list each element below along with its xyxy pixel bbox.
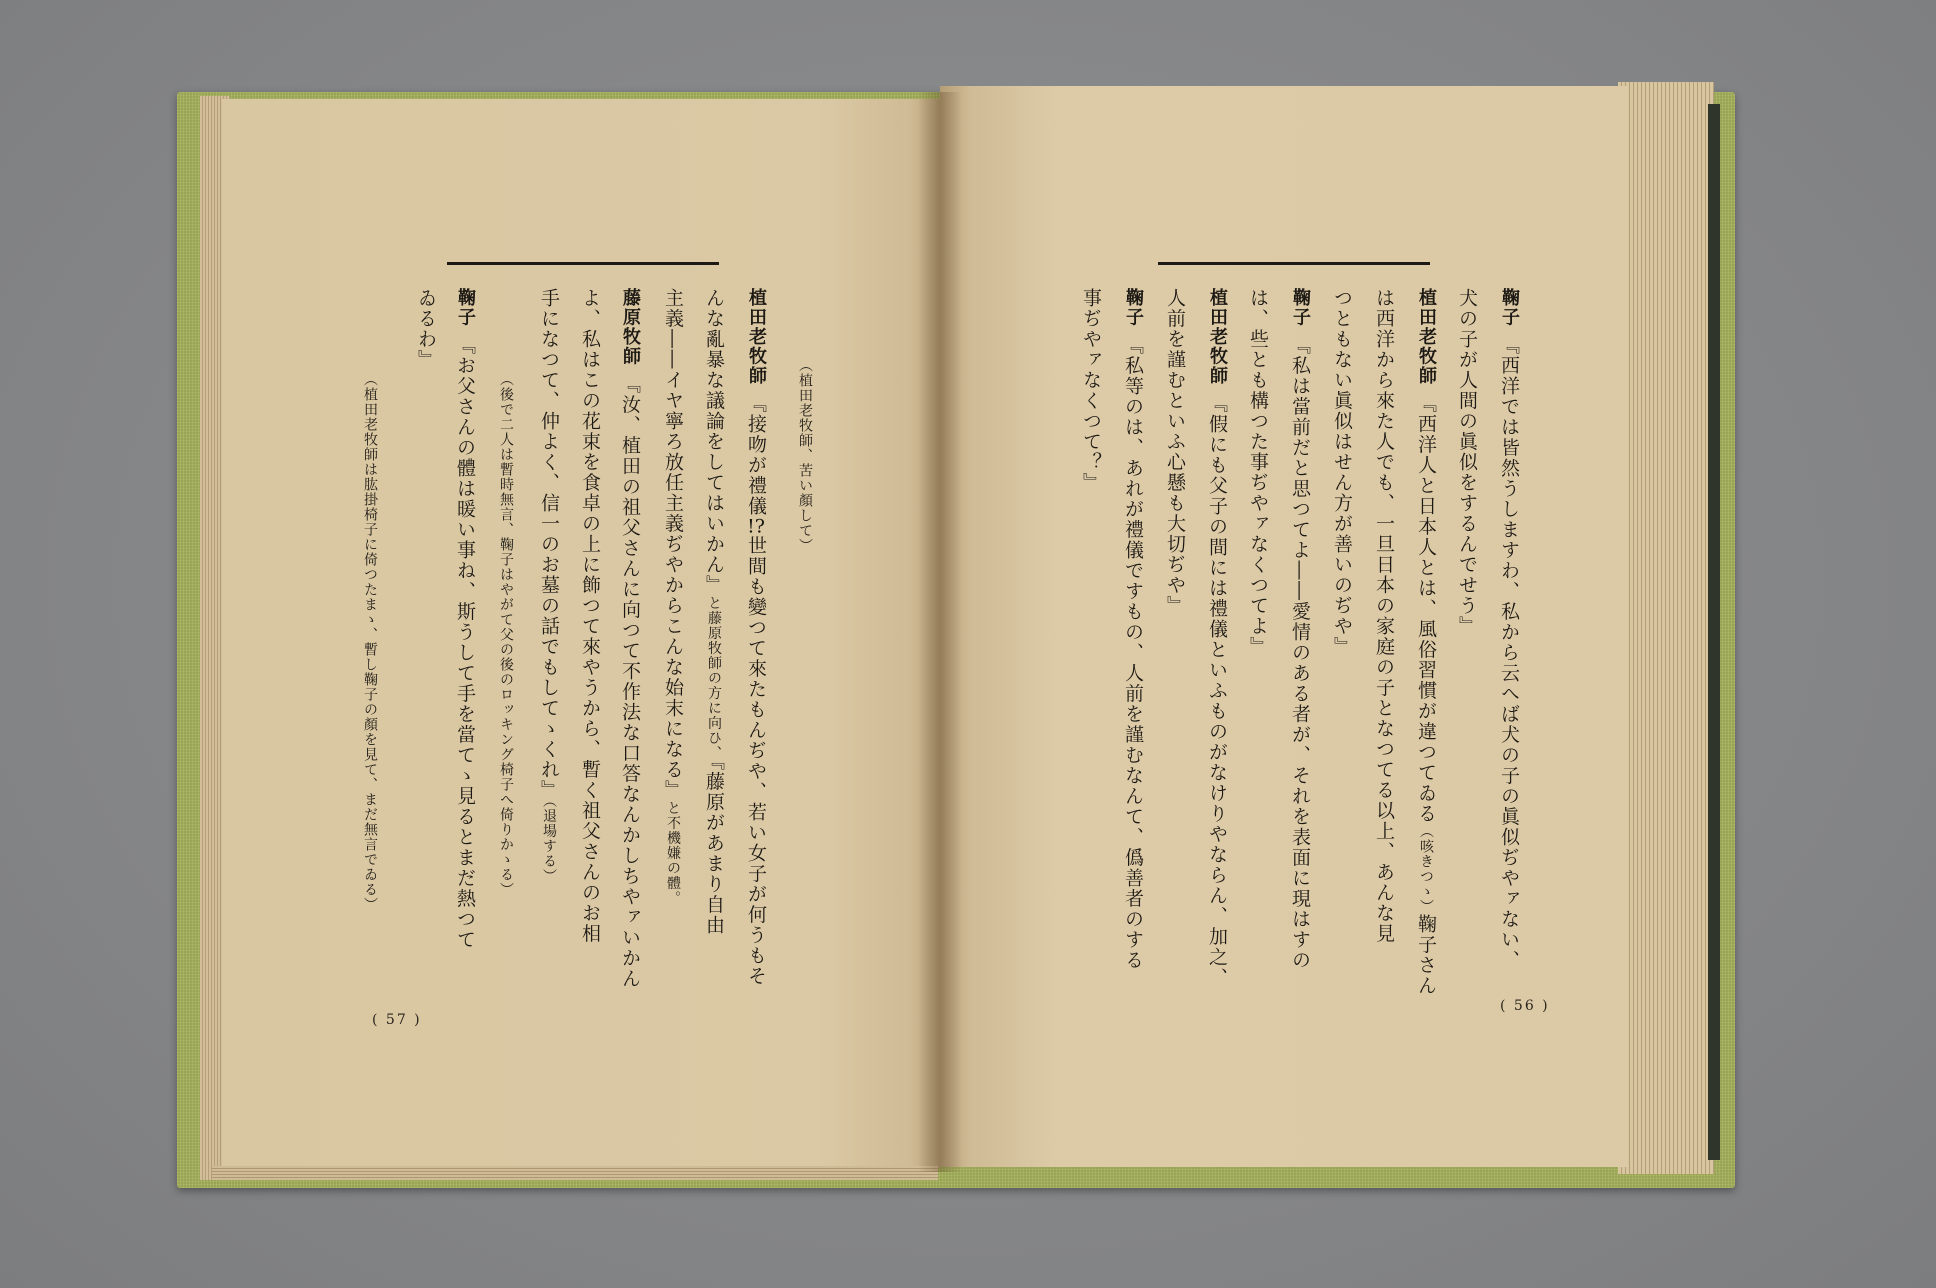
dialogue-text: 犬の子が人間の眞似をするんでせう』 <box>1456 288 1478 637</box>
text-column <box>661 288 685 906</box>
dialogue-text: 世間も變つて來たもんぢや、若い女子が何うもそ <box>745 535 767 987</box>
section-rule <box>1158 262 1430 265</box>
dialogue-text: 『假にも父子の間には禮儀といふものがなけりやならん、加之、 <box>1206 393 1228 988</box>
dialogue-text: 手になつて、仲よく、信一のお墓の話でもしてゝくれ』 <box>538 288 560 801</box>
speaker-name: 植田老牧師 <box>1207 288 1228 386</box>
speaker-name: 鞠子 <box>1499 288 1520 327</box>
dialogue-text: 『私は當前だと思つてよ――愛情のある者が、それを表面に現はすの <box>1289 335 1311 971</box>
dialogue-text: !? <box>747 516 765 536</box>
page-number: ( 56 ) <box>1500 998 1550 1014</box>
page-number: ( 57 ) <box>372 1012 422 1028</box>
dialogue-text: 『接吻が禮儀 <box>745 393 767 517</box>
dialogue-text: つともない眞似はせん方が善いのぢや』 <box>1331 288 1353 657</box>
text-column <box>1414 288 1438 996</box>
speaker-name: 鞠子 <box>1290 288 1311 327</box>
inline-direction: と藤原牧師の方に向ひ、 <box>706 595 722 761</box>
text-column <box>618 288 642 989</box>
dialogue-text: よ、私はこの花束を食卓の上に飾つて來やうから、暫く祖父さんのお相 <box>579 288 601 944</box>
speaker-name: 鞠子 <box>1123 288 1144 327</box>
dialogue-text: ゐるわ』 <box>415 288 437 370</box>
dialogue-text: んな亂暴な議論をしてはいかん』 <box>703 288 725 596</box>
dialogue-text: は西洋から來た人でも、一旦日本の家庭の子となつてる以上、あんな見 <box>1373 288 1395 944</box>
dialogue-text: 主義――イヤ寧ろ放任主義ぢやからこんな始末になる』 <box>662 288 684 801</box>
text-column <box>1455 288 1479 637</box>
text-column <box>1497 288 1521 971</box>
speaker-name: 藤原牧師 <box>620 288 641 366</box>
text-column <box>414 288 438 370</box>
dialogue-text: 事ぢやァなくつて？』 <box>1080 288 1102 493</box>
text-column <box>1288 288 1312 971</box>
dialogue-text: 『私等のは、あれが禮儀ですもの、人前を謹むなんて、僞善者のする <box>1122 335 1144 971</box>
text-column <box>453 288 477 950</box>
text-column <box>1246 288 1270 657</box>
book-gutter <box>918 92 962 1172</box>
speaker-name: 鞠子 <box>455 288 476 327</box>
text-column <box>1121 288 1145 971</box>
text-column <box>702 288 726 936</box>
inline-direction: （咳きつゝ） <box>1418 824 1434 914</box>
stage-direction: （植田老牧師は肱掛椅子に倚つたまゝ、暫し鞠子の顏を見て、まだ無言でゐる） <box>362 372 378 912</box>
cover-edge <box>1708 104 1720 1160</box>
text-column <box>1163 288 1187 616</box>
dialogue-text: 『西洋人と日本人とは、風俗習慣が違つてゐる <box>1415 393 1437 824</box>
right-page-edges <box>1618 82 1714 1174</box>
dialogue-text: 人前を謹むといふ心懸も大切ぢや』 <box>1164 288 1186 616</box>
text-column <box>744 288 768 987</box>
text-column <box>578 288 602 944</box>
inline-direction: と不機嫌の體。 <box>665 800 681 906</box>
text-column <box>1330 288 1354 657</box>
text-column <box>1372 288 1396 944</box>
dialogue-text: 『お父さんの體は暖い事ね、斯うして手を當てゝ見るとまだ熱つて <box>454 335 476 950</box>
dialogue-text: 『汝、植田の祖父さんに向つて不作法な口答なんかしちやァいかん <box>619 374 641 989</box>
text-column <box>537 288 561 884</box>
inline-direction: （退場する） <box>541 800 557 884</box>
dialogue-text: は、些とも構つた事ぢやァなくつてよ』 <box>1247 288 1269 657</box>
text-column <box>1205 288 1229 988</box>
text-column <box>1079 288 1103 493</box>
speaker-name: 植田老牧師 <box>746 288 767 386</box>
dialogue-text: 鞠子さん <box>1415 914 1437 996</box>
stage-direction: （後で二人は暫時無言、鞠子はやがて父の後のロッキング椅子へ倚りかゝる） <box>498 372 514 897</box>
section-rule <box>447 262 719 265</box>
stage-direction: （植田老牧師、苦い顏して） <box>797 358 813 553</box>
speaker-name: 植田老牧師 <box>1416 288 1437 386</box>
left-page-bottom-edges <box>212 1166 938 1180</box>
dialogue-text: 『西洋では皆然うしますわ、私から云へば犬の子の眞似ぢやァない、 <box>1498 335 1520 971</box>
dialogue-text: 『藤原があまり自由 <box>703 760 725 936</box>
